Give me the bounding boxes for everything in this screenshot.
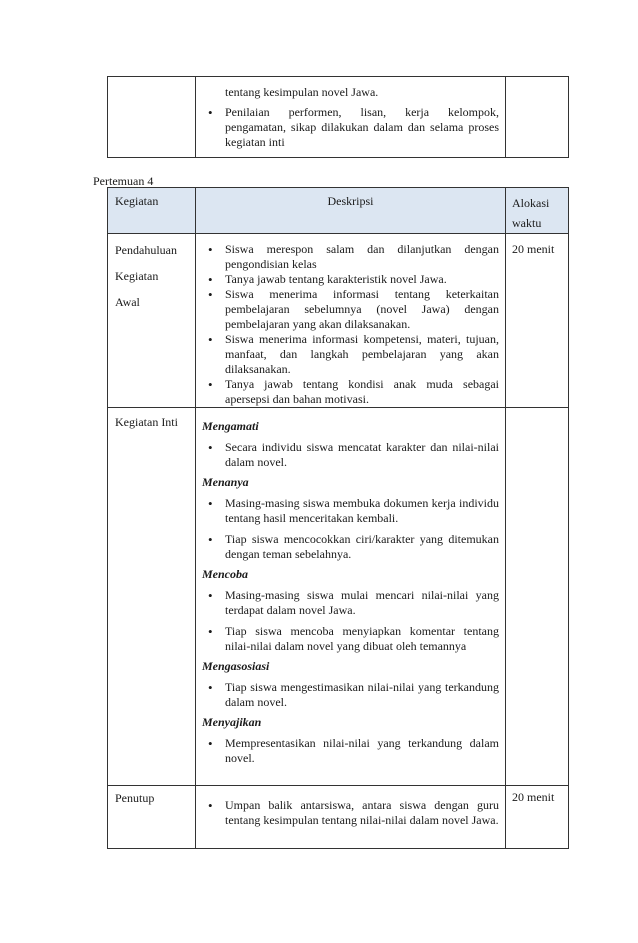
group-mengasosiasi (202, 658, 499, 710)
row-inti (108, 408, 569, 786)
pendahuluan-list (202, 242, 499, 407)
penutup-desc-cell (196, 786, 506, 849)
top-table-desc-cell (196, 77, 506, 158)
list-item: • Siswa menerima informasi tentang keterkaitan pembelajaran sebelumnya (novel Jawa) dengan pembelajaran yang akan dilaksanakan. (202, 287, 499, 332)
list-item: • Tiap siswa mencocokkan ciri/karakter yang ditemukan dengan teman sebelahnya. (202, 532, 499, 562)
heading-menyajikan: Menyajikan (202, 715, 262, 729)
list-item: • Secara individu siswa mencatat karakter dan nilai-nilai dalam novel. (202, 440, 499, 470)
inti-label-cell: Kegiatan Inti (108, 408, 196, 786)
list-item: • Penilaian performen, lisan, kerja kelompok, pengamatan, sikap dilakukan dalam dan selama proses kegiatan inti (202, 105, 499, 150)
list-item: • Siswa merespon salam dan dilanjutkan dengan pengondisian kelas (202, 242, 499, 272)
pendahuluan-time-cell: 20 menit (506, 234, 569, 408)
header-kegiatan: Kegiatan (108, 188, 196, 234)
inti-desc-cell (196, 408, 506, 786)
list-item: • Tiap siswa mengestimasikan nilai-nilai yang terkandung dalam novel. (202, 680, 499, 710)
list-item: • Masing-masing siswa membuka dokumen kerja individu tentang hasil menceritakan kembali. (202, 496, 499, 526)
top-table-label-cell (108, 77, 196, 158)
list-item: • Mempresentasikan nilai-nilai yang terkandung dalam novel. (202, 736, 499, 766)
header-alokasi: Alokasi waktu (506, 188, 569, 234)
penutup-time-cell: 20 menit (506, 786, 569, 849)
heading-mencoba: Mencoba (202, 567, 248, 581)
list-item: • Tiap siswa mencoba menyiapkan komentar tentang nilai-nilai dalam novel yang dibuat oleh temannya (202, 624, 499, 654)
pendahuluan-label-cell: Pendahuluan Kegiatan Awal (108, 234, 196, 408)
header-deskripsi: Deskripsi (196, 188, 506, 234)
list-item: • Umpan balik antarsiswa, antara siswa dengan guru tentang kesimpulan tentang nilai-nilai dalam novel Jawa. (202, 798, 499, 828)
inti-time-cell (506, 408, 569, 786)
heading-mengasosiasi: Mengasosiasi (202, 659, 270, 673)
penutup-label-cell: Penutup (108, 786, 196, 849)
top-table (107, 76, 569, 158)
top-table-list (202, 105, 499, 150)
schedule-table (107, 187, 569, 849)
heading-menanya: Menanya (202, 475, 249, 489)
row-penutup (108, 786, 569, 849)
heading-mengamati: Mengamati (202, 419, 259, 433)
list-item: • Siswa menerima informasi kompetensi, materi, tujuan, manfaat, dan langkah pembelajaran yang akan dilaksanakan. (202, 332, 499, 377)
list-item: • Tanya jawab tentang kondisi anak muda sebagai apersepsi dan bahan motivasi. (202, 377, 499, 407)
list-item: • Masing-masing siswa mulai mencari nilai-nilai yang terdapat dalam novel Jawa. (202, 588, 499, 618)
top-table-time-cell (506, 77, 569, 158)
group-menanya (202, 474, 499, 562)
pendahuluan-desc-cell (196, 234, 506, 408)
section-title: Pertemuan 4 (93, 174, 154, 188)
row-pendahuluan (108, 234, 569, 408)
continuation-text: tentang kesimpulan novel Jawa. (225, 85, 379, 99)
group-mencoba (202, 566, 499, 654)
penutup-list (202, 798, 499, 828)
header-row (108, 188, 569, 234)
list-item: • Tanya jawab tentang karakteristik novel Jawa. (202, 272, 499, 287)
group-menyajikan (202, 714, 499, 766)
group-mengamati (202, 418, 499, 470)
